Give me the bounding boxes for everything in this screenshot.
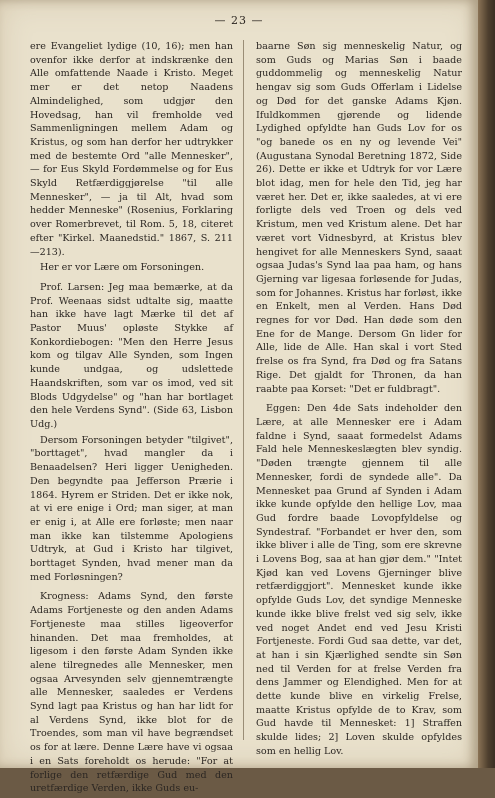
page-number: — 23 — [214,14,264,27]
paragraph: Eggen: Den 4de Sats indeholder den Lære, at alle Mennesker ere i Adam faldne i Synd, saaat formedelst Adams Fald hele Menneskeslægten blev syndig. "Døden trængte gjennem til alle Mennesker, fordi de syndede alle". Da Mennesket paa Grund af Synden i Adam ikke kunde opfylde den hellige Lov, maa Gud fordre baade Lovopfyldelse og Syndestraf. "Forbandet er hver den, som ikke bliver i alle de Ting, som ere skrevne i Lovens Bog, saa at han gjør dem." "Intet Kjød kan ved Lovens Gjerninger blive retfærdiggjort". Mennesket kunde ikke opfylde Guds Lov, det syndige Menneske kunde ikke blive frelst ved sig selv, ikke ved noget Andet end ved Jesu Kristi Fortjeneste. Fordi Gud saa dette, var det, at han i sin Kjærlighed sendte sin Søn ned til Verden for at frelse Verden fra dens Jammer og Elendighed. Men for at dette kunde blive en virkelig Frelse, maatte Kristus opfylde de to Krav, som Gud havde til Mennesket: 1] Straffen skulde lides; 2] Loven skulde opfyldes som en hellig Lov. [256,403,462,757]
paragraph: Krogness: Adams Synd, den første Adams Fortjeneste og den anden Adams Fortjeneste maa stilles ligeoverfor hinanden. Det maa fremholdes, at ligesom i den første Adam Synden ikke alene tilregnedes alle Mennesker, men ogsaa Arvesynden selv gjennemtrængte alle Mennesker, saaledes er Verdens Synd lagt paa Kristus og han har lidt for al Verdens Synd, ikke blot for de Troendes, som man vil have begrændset os for at lære. Denne Lære have vi ogsaa i en Sats foreholdt os herude: "For at forlige den retfærdige Gud med den uretfærdige Verden, ikke Guds eu- [30,591,233,795]
book-binding [478,0,495,768]
paragraph: baarne Søn sig menneskelig Natur, og som Guds og Marias Søn i baade guddommelig og menneskelig Natur hengav sig som Guds Offerlam i Lidelse og Død for det ganske Adams Kjøn. Ifuldkommen gjørende og lidende Lydighed opfyldte han Guds Lov for os "og banede os en ny og levende Vei" (Augustana Synodal Beretning 1872, Side 26). Dette er ikke et Udtryk for vor Lære blot idag, men for hele den Tid, jeg har været her. Det er, ikke saaledes, at vi ere forligte dels ved Troen og dels ved Kristum, men ved Kristum alene. Det har været vort Vidnesbyrd, at Kristus blev hengivet for alle Menneskers Synd, saaat ogsaa Judas's Synd laa paa ham, og hans Gjerning var ligesaa forløsende for Judas, som for Johannes. Kristus har forløst, ikke en Enkelt, men al Verden. Hans Død regnes for vor Død. Han døde som den Ene for de Mange. Dersom Gn lider for Alle, lide de Alle. Han skal i vort Sted frelse os fra Synd, fra Død og fra Satans Rige. Det gjaldt for Thronen, da han raabte paa Korset: "Det er fuldbragt". [256,41,462,395]
right-column [256,40,462,761]
paragraph: Dersom Forsoningen betyder "tilgivet", "borttaget", hvad mangler da i Benaadelsen? Heri ligger Uenigheden. Den begyndte paa Jefferson Prærie i 1864. Hyrem er Striden. Det er ikke nok, at vi ere enige i Ord; man siger, at man er enig i, at Alle ere forløste; men naar man ikke kan tilstemme Apologiens Udtryk, at Gud i Kristo har tilgivet, borttaget Synden, hvad mener man da med Forløsningen? [30,434,233,583]
left-column [30,40,233,798]
paragraph: Her er vor Lære om Forsoningen. [40,262,205,274]
paragraph: Prof. Larsen: Jeg maa bemærke, at da Prof. Weenaas sidst udtalte sig, maatte han ikke have lagt Mærke til det af Pastor Muus' opløste Stykke af Konkordiebogen: "Men den Herre Jesus kom og tilgav Alle Synden, som Ingen kunde undgaa, og udslettede Haandskriften, som var os imod, ved sit Blods Udgydelse" og "han har bortlaget den hele Verdens Synd". (Side 63, Lisbon Udg.) [30,281,233,430]
paragraph: ere Evangeliet lydige (10, 16); men han ovenfor ikke derfor at indskrænke den Alle omfattende Naade i Kristo. Meget mer er det netop Naadens Almindelighed, som udgjør den Hovedsag, han vil fremholde ved Sammenligningen mellem Adam og Kristus, og som han derfor her udtrykker med de bestemte Ord "alle Mennesker", — for Eus Skyld Fordømmelse og for Eus Skyld Retfærdiggjørelse "til alle Mennesker", — ja til Alt, hvad som hedder Menneske" (Rosenius, Forklaring over Romerbrevet, til Rom. 5, 18, citeret efter "Kirkel. Maanedstid." 1867, S. 211—213). [30,41,233,258]
column-divider [243,40,244,740]
